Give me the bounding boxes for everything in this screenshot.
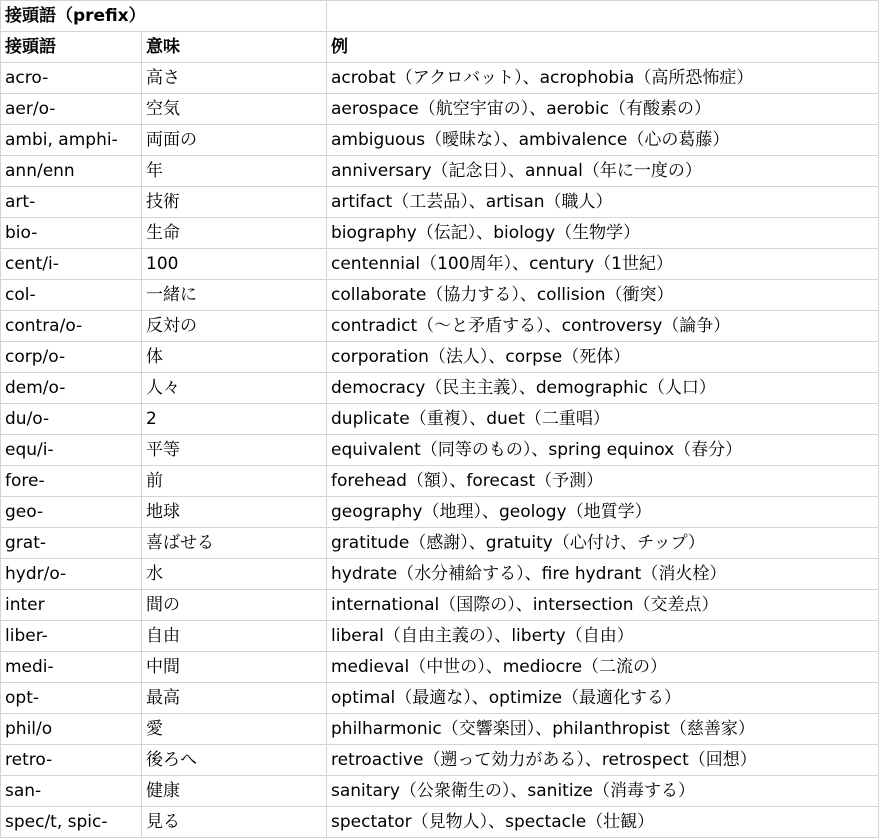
meaning-cell[interactable]: 喜ばせる [142,528,327,559]
prefix-cell[interactable]: medi- [1,652,142,683]
meaning-cell[interactable]: 両面の [142,125,327,156]
table-row [1,94,879,125]
meaning-cell[interactable]: 高さ [142,63,327,94]
prefix-cell[interactable]: ann/enn [1,156,142,187]
prefix-cell[interactable]: geo- [1,497,142,528]
prefix-cell[interactable]: liber- [1,621,142,652]
table-row [1,218,879,249]
table-row [1,714,879,745]
prefix-cell[interactable]: inter [1,590,142,621]
table-row [1,249,879,280]
example-cell[interactable]: medieval（中世の）、mediocre（二流の） [327,652,879,683]
prefix-cell[interactable]: du/o- [1,404,142,435]
table-row [1,63,879,94]
table-title[interactable]: 接頭語（prefix） [1,1,327,32]
example-cell[interactable]: aerospace（航空宇宙の）、aerobic（有酸素の） [327,94,879,125]
prefix-cell[interactable]: opt- [1,683,142,714]
meaning-cell[interactable]: 平等 [142,435,327,466]
example-cell[interactable]: corporation（法人）、corpse（死体） [327,342,879,373]
table-row [1,559,879,590]
prefix-cell[interactable]: fore- [1,466,142,497]
example-cell[interactable]: equivalent（同等のもの）、spring equinox（春分） [327,435,879,466]
meaning-cell[interactable]: 愛 [142,714,327,745]
table-row [1,280,879,311]
meaning-cell[interactable]: 体 [142,342,327,373]
header-meaning[interactable]: 意味 [142,32,327,63]
example-cell[interactable]: ambiguous（曖昧な）、ambivalence（心の葛藤） [327,125,879,156]
meaning-cell[interactable]: 健康 [142,776,327,807]
example-cell[interactable]: retroactive（遡って効力がある）、retrospect（回想） [327,745,879,776]
example-cell[interactable]: international（国際の）、intersection（交差点） [327,590,879,621]
table-row [1,621,879,652]
table-row [1,125,879,156]
table-row [1,435,879,466]
prefix-cell[interactable]: grat- [1,528,142,559]
example-cell[interactable]: philharmonic（交響楽団）、philanthropist（慈善家） [327,714,879,745]
meaning-cell[interactable]: 最高 [142,683,327,714]
example-cell[interactable]: hydrate（水分補給する）、fire hydrant（消火栓） [327,559,879,590]
meaning-cell[interactable]: 人々 [142,373,327,404]
example-cell[interactable]: optimal（最適な）、optimize（最適化する） [327,683,879,714]
meaning-cell[interactable]: 見る [142,807,327,838]
meaning-cell[interactable]: 反対の [142,311,327,342]
example-cell[interactable]: gratitude（感謝）、gratuity（心付け、チップ） [327,528,879,559]
meaning-cell[interactable]: 100 [142,249,327,280]
header-example[interactable]: 例 [327,32,879,63]
meaning-cell[interactable]: 一緒に [142,280,327,311]
table-row [1,776,879,807]
example-cell[interactable]: liberal（自由主義の）、liberty（自由） [327,621,879,652]
header-row [1,32,879,63]
meaning-cell[interactable]: 地球 [142,497,327,528]
meaning-cell[interactable]: 前 [142,466,327,497]
prefix-cell[interactable]: hydr/o- [1,559,142,590]
meaning-cell[interactable]: 技術 [142,187,327,218]
prefix-cell[interactable]: acro- [1,63,142,94]
prefix-cell[interactable]: contra/o- [1,311,142,342]
example-cell[interactable]: duplicate（重複）、duet（二重唱） [327,404,879,435]
meaning-cell[interactable]: 空気 [142,94,327,125]
table-row [1,404,879,435]
meaning-cell[interactable]: 2 [142,404,327,435]
table-row [1,528,879,559]
table-row [1,807,879,838]
prefix-cell[interactable]: aer/o- [1,94,142,125]
example-cell[interactable]: democracy（民主主義）、demographic（人口） [327,373,879,404]
example-cell[interactable]: spectator（見物人）、spectacle（壮観） [327,807,879,838]
example-cell[interactable]: biography（伝記）、biology（生物学） [327,218,879,249]
example-cell[interactable]: artifact（工芸品）、artisan（職人） [327,187,879,218]
prefix-cell[interactable]: san- [1,776,142,807]
meaning-cell[interactable]: 年 [142,156,327,187]
prefix-cell[interactable]: art- [1,187,142,218]
prefix-cell[interactable]: phil/o [1,714,142,745]
meaning-cell[interactable]: 間の [142,590,327,621]
prefix-cell[interactable]: bio- [1,218,142,249]
example-cell[interactable]: anniversary（記念日）、annual（年に一度の） [327,156,879,187]
table-row [1,590,879,621]
example-cell[interactable]: sanitary（公衆衛生の）、sanitize（消毒する） [327,776,879,807]
meaning-cell[interactable]: 水 [142,559,327,590]
title-row [1,1,879,32]
meaning-cell[interactable]: 中間 [142,652,327,683]
example-cell[interactable]: forehead（額）、forecast（予測） [327,466,879,497]
meaning-cell[interactable]: 自由 [142,621,327,652]
example-cell[interactable]: geography（地理）、geology（地質学） [327,497,879,528]
prefix-cell[interactable]: spec/t, spic- [1,807,142,838]
example-cell[interactable]: collaborate（協力する）、collision（衝突） [327,280,879,311]
example-cell[interactable]: contradict（～と矛盾する）、controversy（論争） [327,311,879,342]
table-row [1,745,879,776]
prefix-cell[interactable]: cent/i- [1,249,142,280]
table-row [1,652,879,683]
example-cell[interactable]: centennial（100周年）、century（1世紀） [327,249,879,280]
prefix-cell[interactable]: col- [1,280,142,311]
table-row [1,683,879,714]
meaning-cell[interactable]: 後ろへ [142,745,327,776]
table-row [1,187,879,218]
prefix-cell[interactable]: ambi, amphi- [1,125,142,156]
table-row [1,342,879,373]
prefix-cell[interactable]: equ/i- [1,435,142,466]
table-row [1,373,879,404]
empty-cell[interactable] [327,1,879,32]
prefix-cell[interactable]: dem/o- [1,373,142,404]
meaning-cell[interactable]: 生命 [142,218,327,249]
table-row [1,156,879,187]
prefix-cell[interactable]: retro- [1,745,142,776]
example-cell[interactable]: acrobat（アクロバット）、acrophobia（高所恐怖症） [327,63,879,94]
table-row [1,466,879,497]
prefix-cell[interactable]: corp/o- [1,342,142,373]
table-row [1,497,879,528]
table-row [1,311,879,342]
header-prefix[interactable]: 接頭語 [1,32,142,63]
